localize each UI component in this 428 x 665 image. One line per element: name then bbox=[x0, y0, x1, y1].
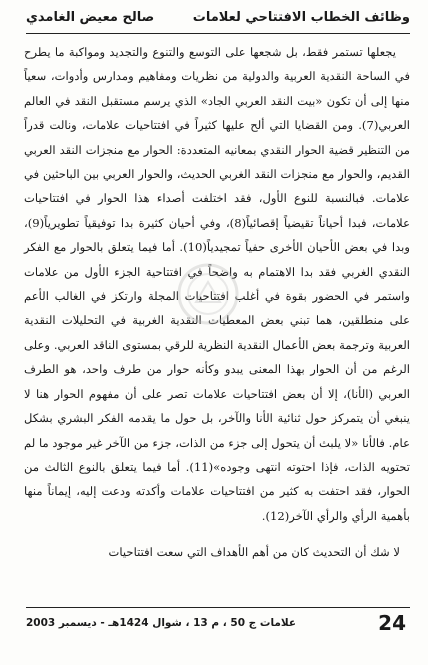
footer-divider bbox=[26, 607, 410, 608]
page-number: 24 bbox=[378, 611, 406, 635]
header-author: صالح معيض الغامدي bbox=[26, 10, 155, 25]
archive-seal-icon bbox=[176, 262, 240, 326]
body-paragraph-1: يجعلها تستمر فقط، بل شجعها على التوسع والتنوع والتجديد ومواكبة ما يطرح في الساحة النقدية العربية والدولية من نظريات ومفاهيم ومدارس وأدوات، سعياً منها إلى أن تكون «بيت النقد العربي الجاد» الذي يرسم مستقبل النقد في العالم العربي(7). ومن القضايا التي ألح عليها كثيراً في افتتاحيات علامات، ونالت قدراً من التنظير قضية الحوار النقدي بمعانيه المتعددة: الحوار مع منجزات النقد العربي القديم، والحوار مع منجزات النقد الغربي الحديث، والحوار العربي بين الباحثين في علامات. فبالنسبة للنوع الأول، فقد اختلفت أصداء هذا الحوار في افتتاحيات علامات، فبدا أحياناً تقيضياً إقصائياً(8)، وفي أحيان كثيرة بدا توفيقياً تطويرياً(9)، وبدا في بعض الأحيان الأخرى حفياً تمجيدياً(10). أما فيما يتعلق بالحوار مع الفكر النقدي الغربي فقد بدا الاهتمام به واضحاً في افتتاحية الجزء الأول من علامات واستمر في الحضور بقوة في أغلب افتتاحيات المجلة وارتكز في الغالب الأعم على منطلقين، هما تبني بعض المعطيات النقدية الغربية في التحليلات النقدية العربية وترجمة بعض الأعمال النقدية النظرية للرقي بمستوى الناقد العربي. وعلى الرغم من أن الحوار بهذا المعنى يبدو وكأنه حوار من طرف واحد، هو الطرف العربي (الأنا)، إلا أن بعض افتتاحيات علامات تصر على أن مفهوم الحوار هنا لا ينبغي أن يتمركز حول ثنائية الأنا والآخر، بل حول ما يقدمه الفكر البشري بشكل عام. فالأنا «لا يلبث أن يتحول إلى جزء من الذات، جزء من الآخر غير موجود ما لم تحتويه الذات، فإذا احتوته انتهى وجوده»(11). أما فيما يتعلق بالنوع الثالث من الحوار، فقد احتفت به كثير من افتتاحيات علامات وأكدته ودعت إليه، إيماناً منها بأهمية الرأي والرأي الآخر(12). bbox=[24, 45, 411, 523]
header-title: وظائف الخطاب الافتتاحي لعلامات bbox=[192, 10, 410, 25]
footer-issue-info: علامات ج 50 ، م 13 ، شوال 1424هـ - ديسمبر 2003 bbox=[26, 617, 297, 629]
header-divider bbox=[26, 33, 410, 34]
running-header bbox=[26, 6, 410, 32]
body-paragraph-2: لا شك أن التحديث كان من أهم الأهداف التي سعت افتتاحيات bbox=[108, 545, 400, 560]
